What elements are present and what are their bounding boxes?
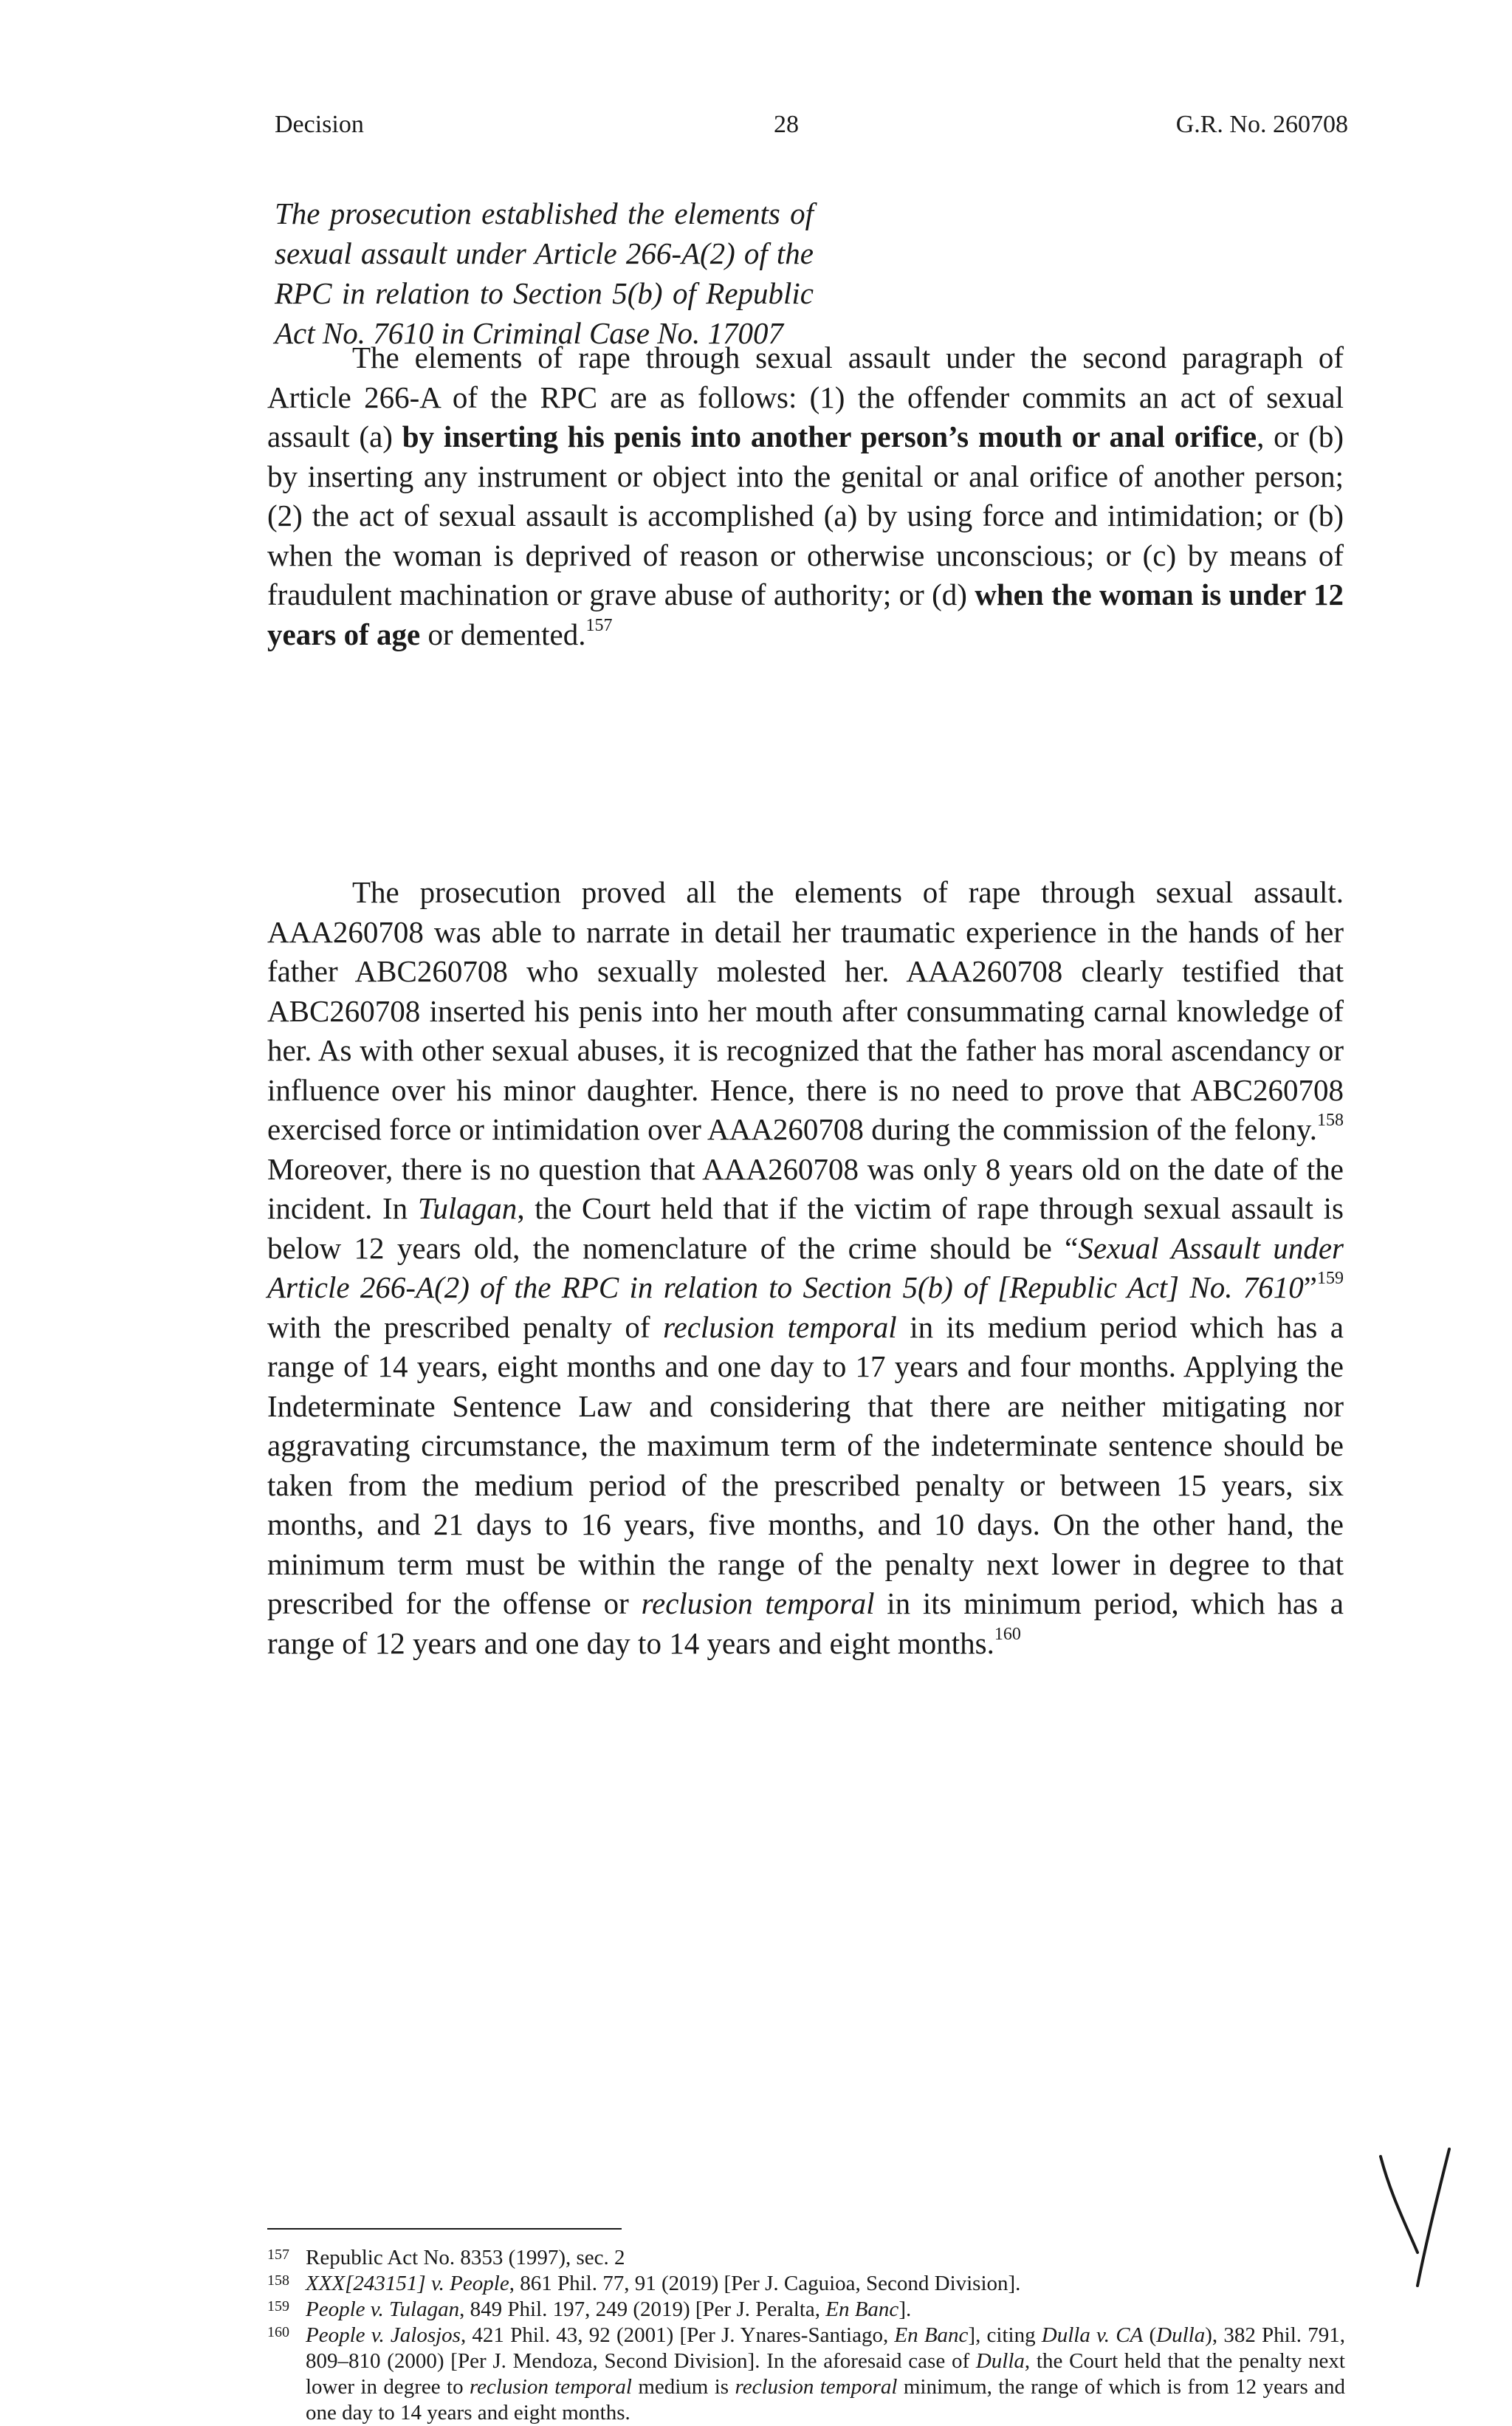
section-heading: The prosecution established the elements of sexual assault under Article 266-A(2) of the RPC in relation to Section 5(b) of Republic Act No. 7610 in Criminal Case No. 17007 [275,196,814,350]
italic-run: reclusion temporal [663,1309,897,1344]
footnote-number: 160 [267,2324,289,2340]
footnote-case-name: People v. Tulagan [306,2297,460,2321]
text-run: Moreover, there is no question that AAA260708 was only 8 years old on the date of the incident. In [267,1151,1344,1225]
footnote-number: 157 [267,2247,289,2263]
signature-initial-icon [1372,2142,1460,2289]
footnote-text: Republic Act No. 8353 (1997), sec. 2 [306,2246,625,2269]
footnote-number: 158 [267,2272,289,2289]
text-run: , or (b) by inserting any instrument or object into the genital or anal orifice of another person; (2) the act of sexual assault is accomplished (a) by using force and intimidation; or (b) when the woman is deprived of reason or otherwise unconscious; or (c) by means of fraudulent machination or grave abuse of authority; or (d) [267,419,1344,611]
footnote-italic: En Banc [825,2297,899,2321]
footnote-text: , 849 Phil. 197, 249 (2019) [Per J. Peralta, [459,2297,826,2321]
footnote-160 [267,2323,1345,2426]
footnote-159 [267,2297,1345,2323]
bold-run: by inserting his penis into another person’s mouth or anal orifice [402,419,1257,453]
header-decision-label: Decision [275,111,364,138]
footnote-text: ], citing [968,2323,1042,2347]
footnote-text: minimum, the range of which is from 12 years and one day to 14 years and eight months. [306,2375,1346,2425]
text-run: in its medium period which has a range of 14 years, eight months and one day to 17 years and four months. Applying the Indeterminate Sentence Law and considering that there are neither mitigating nor aggravating circumstance, the maximum term of the indeterminate sentence should be taken from the medium period of the prescribed penalty or between 15 years, six months, and 21 days to 16 years, five months, and 10 days. On the other hand, the minimum term must be within the range of the penalty next lower in degree to that prescribed for the offense or [267,1309,1344,1620]
text-run: The prosecution proved all the elements of rape through sexual assault. AAA260708 was able to narrate in detail her traumatic experience in the hands of her father ABC260708 who sexually molested her. AAA260708 clearly testified that ABC260708 inserted his penis into her mouth after consummating carnal knowledge of her. As with other sexual abuses, it is recognized that the father has moral ascendancy or influence over his minor daughter. Hence, there is no need to prove that ABC260708 exercised force or intimidation over AAA260708 during the commission of the felony. [267,875,1344,1146]
italic-run: Sexual Assault under Article 266-A(2) of the RPC in relation to Section 5(b) of [Republic Act] No. 7610 [267,1230,1344,1304]
footnote-case-name: People v. Jalosjos [306,2323,461,2347]
footnote-case-name: XXX[243151] v. People [306,2272,509,2295]
footnote-text: ), 382 Phil. 791, 809–810 (2000) [Per J. Mendoza, Second Division]. In the aforesaid case of [306,2323,1345,2373]
footnote-number: 159 [267,2298,289,2314]
footnotes [267,2245,1345,2426]
footnote-text: medium is [631,2375,735,2399]
footnote-text: ( [1143,2323,1157,2347]
footnote-ref-158: 158 [1317,1111,1344,1131]
footnote-ref-159: 159 [1317,1269,1344,1289]
text-run: ” [1303,1270,1317,1304]
text-run: , the Court held that if the victim of rape through sexual assault is below 12 years old, the nomenclature of the crime should be “ [267,1191,1344,1265]
page-number: 28 [774,111,799,138]
case-number: G.R. No. 260708 [1175,111,1348,138]
text-run: in its minimum period, which has a range of 12 years and one day to 14 years and eight months. [267,1586,1344,1660]
text-run: or demented. [420,617,586,651]
footnote-ref-160: 160 [994,1624,1021,1644]
footnote-italic: reclusion temporal [735,2375,898,2399]
footnote-italic: En Banc [894,2323,969,2347]
italic-run: Tulagan [417,1191,518,1225]
footnote-text: , 861 Phil. 77, 91 (2019) [Per J. Caguioa, Second Division]. [509,2272,1021,2295]
paragraph-elements [267,338,1344,654]
footnote-ref-157: 157 [585,615,613,635]
footnote-text: ]. [898,2297,912,2321]
footnote-italic: Dulla v. CA [1041,2323,1144,2347]
footnote-divider [267,2228,622,2230]
page-header [275,111,1348,148]
italic-run: reclusion temporal [641,1586,875,1620]
footnote-text: , the Court held that the penalty next lower in degree to [306,2349,1345,2399]
footnote-text: , 421 Phil. 43, 92 (2001) [Per J. Ynares-Santiago, [460,2323,895,2347]
bold-run: when the woman is under 12 years of age [267,578,1344,651]
paragraph-proof [267,873,1344,1663]
footnote-italic: Dulla [1156,2323,1206,2347]
footnote-italic: Dulla [975,2349,1025,2373]
footnote-italic: reclusion temporal [469,2375,632,2399]
footnote-158 [267,2271,1345,2297]
text-run: with the prescribed penalty of [267,1309,664,1344]
footnote-157 [267,2245,1345,2271]
text-run: The elements of rape through sexual assault under the second paragraph of Article 266-A of the RPC are as follows: (1) the offender commits an act of sexual assault (a) [267,340,1344,453]
